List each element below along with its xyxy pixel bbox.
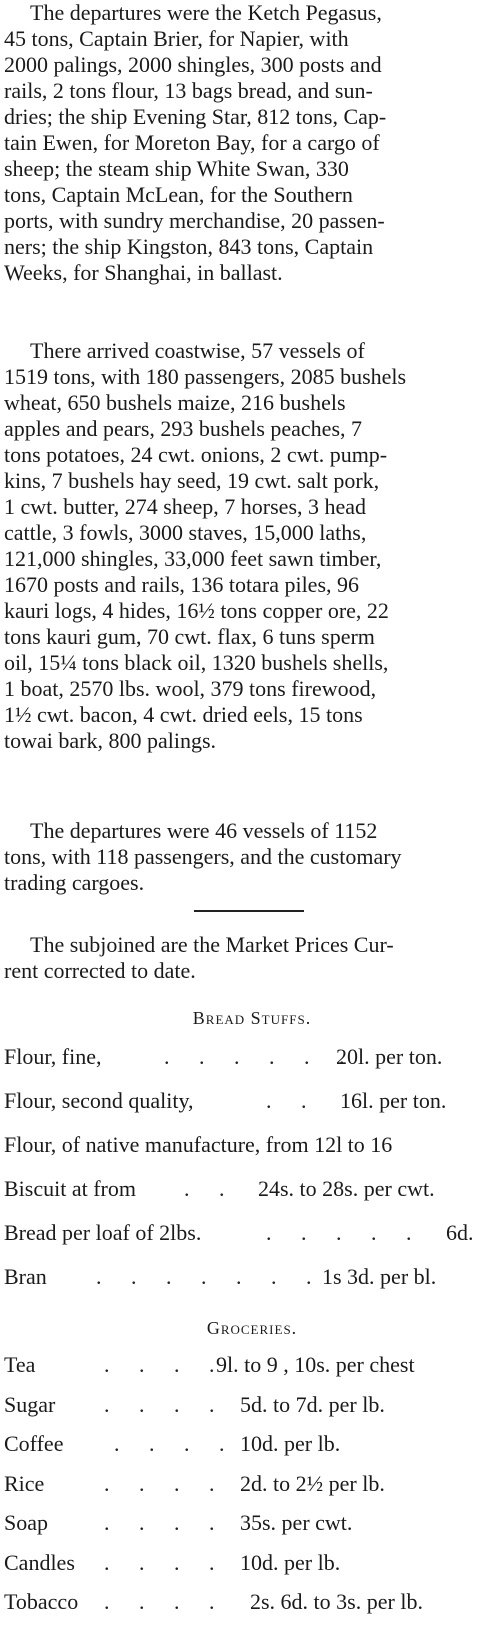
item-price: 20l. per ton. [336,1044,443,1069]
item-name: Coffee [4,1431,64,1456]
item-name: Candles [4,1549,75,1575]
price-row [4,1086,500,1116]
price-row [4,1469,500,1499]
price-row [4,1042,500,1072]
item-price: 10d. per lb. [240,1431,341,1456]
price-row [4,1130,500,1160]
text-line: tons kauri gum, 70 cwt. flax, 6 tuns sperm [4,624,375,649]
price-row [4,1390,500,1420]
paragraph-departures-summary [4,818,500,896]
text-line: wheat, 650 bushels maize, 216 bushels [4,390,346,415]
item-name: Soap [4,1510,48,1535]
text-line: 1 boat, 2570 lbs. wool, 379 tons firewood, [4,676,377,701]
text-line: 1670 posts and rails, 136 totara piles, 96 [4,572,360,597]
price-row [4,1218,500,1248]
text-line: 45 tons, Captain Brier, for Napier, with [4,26,349,51]
text-line: apples and pears, 293 bushels peaches, 7 [4,416,363,441]
paragraph-departures-ketch [4,0,500,286]
text-line: trading cargoes. [4,870,145,895]
leader-dots: . . [184,1176,237,1201]
item-name: Flour, second quality, [4,1088,194,1113]
text-line: oil, 15¼ tons black oil, 1320 bushels shells, [4,650,389,675]
text-line: kins, 7 bushels hay seed, 19 cwt. salt pork, [4,468,380,493]
text-line: 1519 tons, with 180 passengers, 2085 bushels [4,364,407,389]
text-line: tain Ewen, for Moreton Bay, for a cargo of [4,130,380,155]
text-line: kauri logs, 4 hides, 16½ tons copper ore, 22 [4,598,389,623]
leader-dots: . . . . [104,1549,227,1575]
text-line: tons, with 118 passengers, and the customary [4,844,402,869]
text-line: 121,000 shingles, 33,000 feet sawn timber, [4,546,382,571]
item-price: 6d. [446,1220,474,1245]
item-price: 10d. per lb. [240,1549,341,1575]
leader-dots: . . . . . . . [96,1264,324,1289]
text-line: tons, Captain McLean, for the Southern [4,182,353,207]
item-price: 1s 3d. per bl. [322,1264,437,1289]
item-price: 24s. to 28s. per cwt. [258,1176,435,1201]
item-name: Flour, fine, [4,1044,102,1069]
text-line: ners; the ship Kingston, 843 tons, Captain [4,234,374,259]
item-price: 2d. to 2½ per lb. [240,1470,385,1496]
leader-dots: . . . . . . [164,1044,357,1069]
item-price: 35s. per cwt. [240,1510,353,1535]
leader-dots: . . . . [114,1431,237,1456]
price-row [4,1548,500,1578]
section-divider [194,910,304,912]
item-name: Sugar [4,1391,56,1417]
item-price: 2s. 6d. to 3s. per lb. [250,1589,423,1614]
item-price: 16l. per ton. [340,1088,447,1113]
text-line: sheep; the steam ship White Swan, 330 [4,156,349,181]
price-row [4,1262,500,1292]
text-line: The subjoined are the Market Prices Cur- [30,932,394,957]
item-name: Flour, of native manufacture, from 12l to 16 [4,1132,393,1157]
leader-dots: . . . . . [104,1352,262,1377]
heading-groceries: Groceries. [206,1318,298,1338]
text-line: dries; the ship Evening Star, 812 tons, Cap- [4,104,387,129]
item-name: Rice [4,1470,45,1496]
leader-dots: . . . . [104,1510,227,1535]
price-row [4,1587,500,1617]
text-line: Weeks, for Shanghai, in ballast. [4,260,283,285]
text-line: rent corrected to date. [4,958,196,983]
price-row [4,1429,500,1459]
paragraph-market-prices-intro [4,932,500,984]
leader-dots: . . [266,1088,319,1113]
text-line: There arrived coastwise, 57 vessels of [30,338,365,363]
item-name: Bran [4,1264,47,1289]
leader-dots: . . . . . [266,1220,424,1245]
paragraph-coastwise-arrivals [4,338,500,754]
price-row [4,1350,500,1380]
text-line: rails, 2 tons flour, 13 bags bread, and sun- [4,78,373,103]
item-name: Bread per loaf of 2lbs. [4,1220,202,1245]
text-line: cattle, 3 fowls, 3000 staves, 15,000 laths, [4,520,367,545]
price-row [4,1174,500,1204]
item-name: Tea [4,1352,36,1377]
heading-bread-stuffs: Bread Stuffs. [192,1008,312,1028]
leader-dots: . . . . [104,1391,227,1417]
text-line: towai bark, 800 palings. [4,728,217,753]
price-row [4,1508,500,1538]
text-line: The departures were 46 vessels of 1152 [30,818,378,843]
text-line: tons potatoes, 24 cwt. onions, 2 cwt. pump- [4,442,388,467]
item-price: 5d. to 7d. per lb. [240,1391,385,1417]
item-name: Biscuit at from [4,1176,136,1201]
text-line: 1½ cwt. bacon, 4 cwt. dried eels, 15 tons [4,702,363,727]
item-name: Tobacco [4,1589,79,1614]
text-line: 1 cwt. butter, 274 sheep, 7 horses, 3 head [4,494,367,519]
text-line: 2000 palings, 2000 shingles, 300 posts and [4,52,382,77]
leader-dots: . . . . [104,1470,227,1496]
text-line: ports, with sundry merchandise, 20 passen- [4,208,385,233]
item-price: 9l. to 9 , 10s. per chest [216,1352,415,1377]
text-line: The departures were the Ketch Pegasus, [30,0,382,25]
leader-dots: . . . . [104,1589,227,1614]
